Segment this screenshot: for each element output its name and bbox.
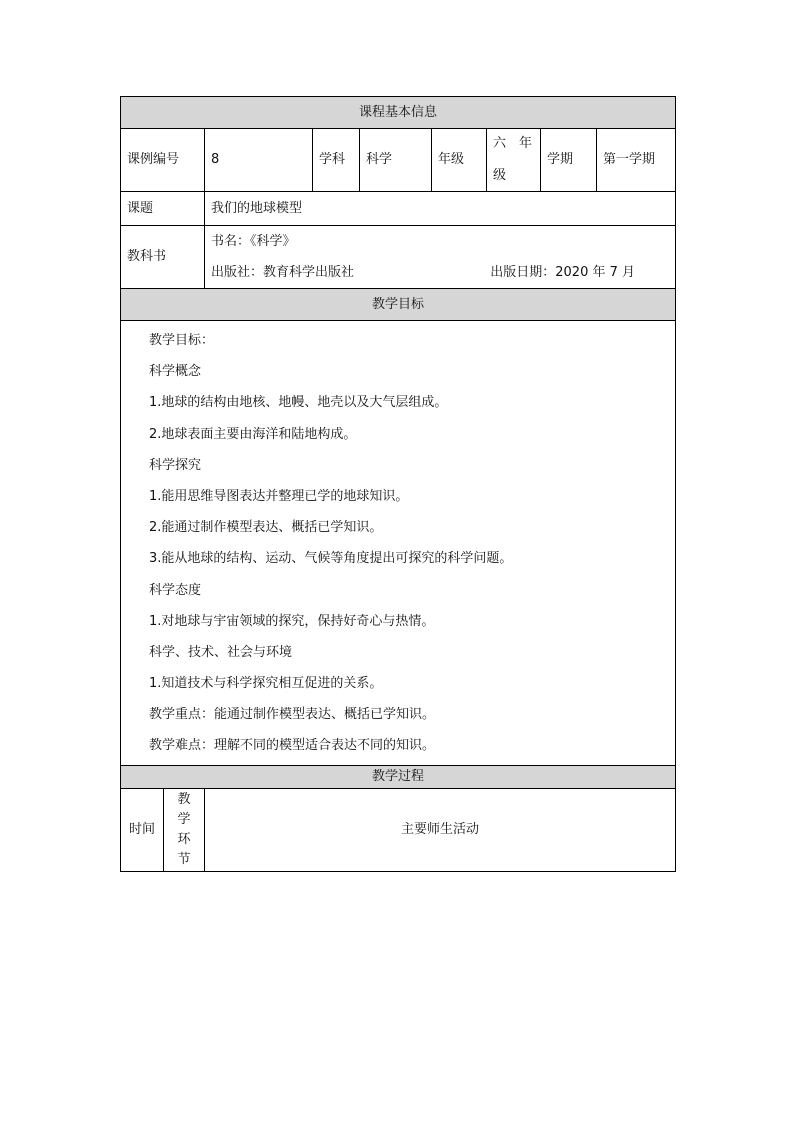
teaching-goals-content [121,321,676,766]
publisher-text: 出版社：教育科学出版社 [211,264,355,280]
stage-column-label [164,788,205,871]
grade-value-line-2: 级 [493,168,507,183]
goal-line: 教学难点：理解不同的模型适合表达不同的知识。 [149,738,436,754]
stage-char: 环 [177,831,191,847]
goal-line: 教学目标： [149,333,215,348]
goal-line: 2.地球表面主要由海洋和陆地构成。 [149,426,357,442]
course-meta-row [121,129,676,192]
goal-line: 1.对地球与宇宙领域的探究，保持好奇心与热情。 [149,613,435,629]
publisher-line [211,257,669,288]
goal-line: 1.地球的结构由地核、地幔、地壳以及大气层组成。 [149,395,448,411]
textbook-label: 教科书 [121,226,205,289]
goal-line: 1.能用思维导图表达并整理已学的地球知识。 [149,488,409,504]
time-column-label: 时间 [121,788,164,871]
teaching-process-header: 教学过程 [121,765,676,788]
goal-line: 科学态度 [149,582,202,598]
case-no-value: 8 [205,129,313,192]
course-info-header-row [121,97,676,129]
publish-date-text: 出版日期：2020 年 7 月 [490,264,636,280]
case-no-label: 课例编号 [121,129,205,192]
teaching-goals-row [121,321,676,766]
goal-line: 科学、技术、社会与环境 [149,644,293,660]
teaching-goals-header: 教学目标 [121,289,676,321]
book-name-text: 书名：《科学》 [211,233,296,249]
stage-char: 教 [177,791,191,807]
stage-char: 节 [177,851,191,867]
grade-label: 年级 [432,129,487,192]
topic-label: 课题 [121,192,205,226]
topic-value: 我们的地球模型 [205,192,676,226]
grade-value-line-1: 六 年 [493,136,533,151]
stage-char: 学 [177,811,191,827]
subject-label: 学科 [313,129,360,192]
goal-line: 2.能通过制作模型表达、概括已学知识。 [149,520,383,536]
goal-line: 科学探究 [149,457,202,473]
goal-line: 3.能从地球的结构、运动、气候等角度提出可探究的科学问题。 [149,551,513,567]
lesson-plan-table [120,96,676,872]
term-label: 学期 [541,129,597,192]
subject-value: 科学 [360,129,432,192]
textbook-row [121,226,676,289]
teaching-process-header-row [121,765,676,788]
activity-column-label: 主要师生活动 [205,788,676,871]
goal-line: 教学重点：能通过制作模型表达、概括已学知识。 [149,707,436,723]
teaching-process-columns-row [121,788,676,871]
teaching-goals-header-row [121,289,676,321]
course-info-header: 课程基本信息 [121,97,676,129]
textbook-info [205,226,676,289]
topic-row [121,192,676,226]
book-name [211,226,669,257]
grade-value [487,129,541,192]
goal-line: 科学概念 [149,364,202,380]
term-value: 第一学期 [597,129,676,192]
goal-line: 1.知道技术与科学探究相互促进的关系。 [149,676,383,692]
